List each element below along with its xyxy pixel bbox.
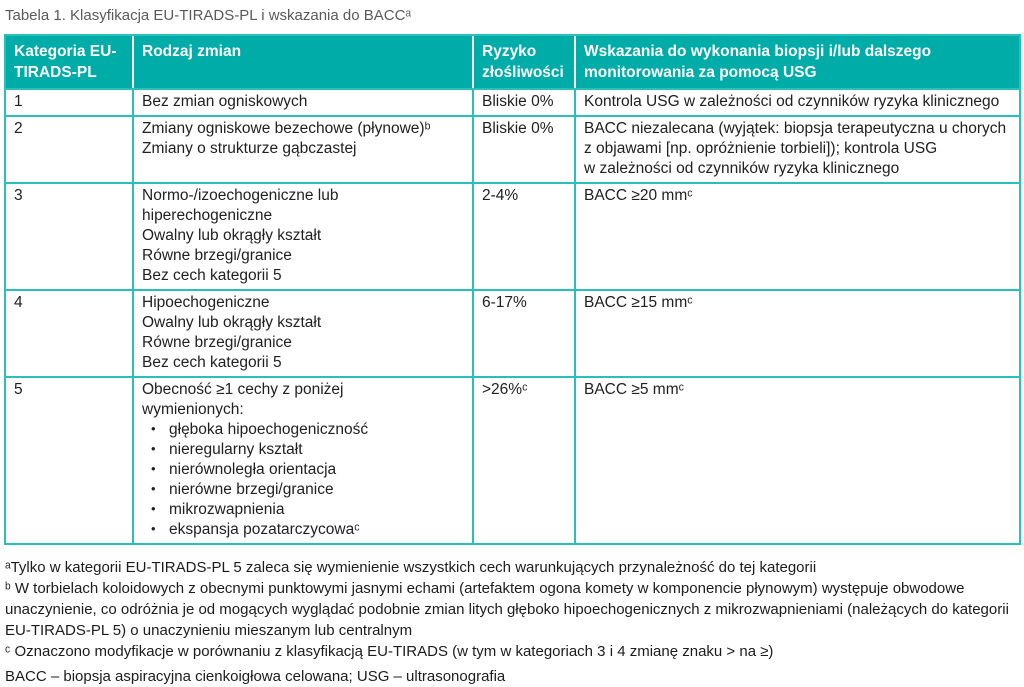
abbreviations-line: BACC – biopsja aspiracyjna cienkoigłowa celowana; USG – ultrasonografia — [5, 668, 506, 685]
cell-changes — [132, 378, 472, 543]
changes-bullet-item: • nieregularny kształt — [151, 441, 303, 458]
cell-indication: BACC ≥15 mmᶜ — [574, 291, 1019, 376]
column-header-indications: Wskazania do wykonania biopsji i/lub dalszego monitorowania za pomocą USG — [574, 36, 1019, 88]
cell-changes — [132, 90, 472, 115]
bullet-icon: • — [151, 521, 156, 536]
changes-bullet-item: • głęboka hipoechogeniczność — [151, 421, 369, 438]
changes-bullet-item: • nierówne brzegi/granice — [151, 481, 334, 498]
footnote-c: ᶜ Oznaczono modyfikacje w porównaniu z klasyfikacją EU-TIRADS (w tym w kategoriach 3 i 4 zmianę znaku > na ≥) — [5, 643, 774, 660]
changes-line: Owalny lub okrągły kształt — [142, 314, 322, 331]
changes-bullet-item: • mikrozwapnienia — [151, 501, 285, 518]
changes-line: Obecność ≥1 cechy z poniżej wymienionych: — [142, 381, 344, 418]
cell-risk: Bliskie 0% — [472, 117, 574, 182]
eu-tirads-table — [4, 34, 1021, 545]
cell-changes — [132, 184, 472, 289]
cell-changes — [132, 291, 472, 376]
column-header-risk: Ryzyko złośliwości — [472, 36, 574, 88]
changes-line: Normo-/izoechogeniczne lub hiperechogeniczne — [142, 187, 339, 224]
footnotes — [5, 557, 1021, 687]
changes-bullet-item: • ekspansja pozatarczycowaᶜ — [151, 521, 360, 538]
cell-risk: 2-4% — [472, 184, 574, 289]
footnote-b: ᵇ W torbielach koloidowych z obecnymi punktowymi jasnymi echami (artefaktem ogona komety w komponencie płynowym) występuje obwodowe unaczynienie, co odróżnia je od mogących wyglądać podobnie zmian litych głęboko hipoechogenicznych z mikrozwapnieniami (należących do kategorii EU-TIRADS-PL 5) o unaczynieniu mieszanym lub centralnym — [5, 580, 1009, 639]
changes-line: Bez zmian ogniskowych — [142, 93, 308, 110]
table-row-4 — [6, 289, 1019, 376]
table-row-3 — [6, 182, 1019, 289]
cell-category: 4 — [14, 294, 23, 311]
bullet-icon: • — [151, 421, 156, 436]
cell-indication: BACC ≥20 mmᶜ — [574, 184, 1019, 289]
footnote-list — [5, 557, 1021, 662]
cell-category: 5 — [14, 381, 23, 398]
changes-bullet-item: • nierównoległa orientacja — [151, 461, 337, 478]
column-header-changes: Rodzaj zmian — [132, 36, 472, 88]
table-header-row — [6, 36, 1019, 88]
cell-risk: 6-17% — [472, 291, 574, 376]
changes-line: Równe brzegi/granice — [142, 334, 292, 351]
cell-indication: Kontrola USG w zależności od czynników ryzyka klinicznego — [574, 90, 1019, 115]
bullet-icon: • — [151, 481, 156, 496]
bullet-icon: • — [151, 441, 156, 456]
cell-category: 3 — [14, 187, 23, 204]
changes-line: Owalny lub okrągły kształt — [142, 227, 322, 244]
table-row-1 — [6, 88, 1019, 115]
changes-line: Bez cech kategorii 5 — [142, 354, 282, 371]
column-header-category: Kategoria EU-TIRADS-PL — [14, 43, 117, 81]
cell-risk: >26%ᶜ — [472, 378, 574, 543]
cell-changes — [132, 117, 472, 182]
changes-line: Zmiany ogniskowe bezechowe (płynowe)ᵇ — [142, 120, 431, 137]
table-body — [6, 88, 1019, 543]
cell-category: 2 — [14, 120, 23, 137]
changes-line: Bez cech kategorii 5 — [142, 267, 282, 284]
table-caption: Tabela 1. Klasyfikacja EU-TIRADS-PL i wskazania do BACCᵃ — [5, 7, 412, 24]
table-row-2 — [6, 115, 1019, 182]
changes-line: Hipoechogeniczne — [142, 294, 270, 311]
footnote-a: ᵃTylko w kategorii EU-TIRADS-PL 5 zaleca się wymienienie wszystkich cech warunkujących przynależność do tej kategorii — [5, 559, 817, 576]
cell-risk: Bliskie 0% — [472, 90, 574, 115]
table-row-5 — [6, 376, 1019, 543]
changes-line: Równe brzegi/granice — [142, 247, 292, 264]
bullet-icon: • — [151, 461, 156, 476]
cell-indication: BACC ≥5 mmᶜ — [574, 378, 1019, 543]
cell-indication: BACC niezalecana (wyjątek: biopsja terapeutyczna u chorych z objawami [np. opróżnienie torbieli]); kontrola USG w zależności od czynników ryzyka klinicznego — [574, 117, 1019, 182]
bullet-icon: • — [151, 501, 156, 516]
changes-line: Zmiany o strukturze gąbczastej — [142, 140, 357, 157]
cell-category: 1 — [14, 93, 23, 110]
